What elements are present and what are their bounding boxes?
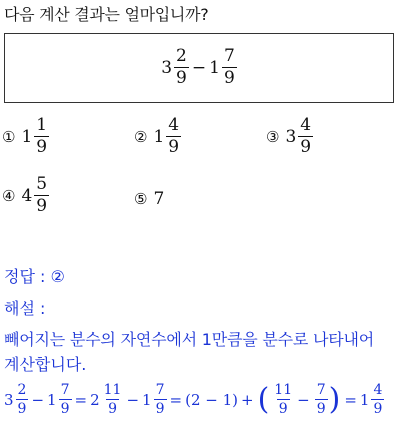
sol-whole: 2 [90,390,100,409]
choice-denominator: 9 [300,137,312,157]
sol-numerator: 7 [60,382,70,398]
sol-left-paren: ( [257,381,270,417]
sol-whole: 1 [47,390,57,409]
whole-a: 3 [161,57,173,78]
sol-fraction [102,383,124,416]
sol-denominator: 9 [60,401,70,417]
choice-whole: 4 [21,185,33,206]
numerator-b: 7 [223,46,235,66]
sol-fraction [59,383,72,416]
sol-integer-group: (2 − 1) [185,390,238,409]
choice-marker: ② [134,127,148,146]
sol-whole: 3 [4,390,14,409]
sol-equals: = [344,390,357,409]
whole-b: 1 [209,57,220,78]
choice-3[interactable] [266,117,313,156]
sol-whole: 1 [359,390,370,409]
sol-denominator: 9 [17,401,27,417]
sol-numerator: 7 [155,382,165,398]
explanation-line-1: 빼어지는 분수의 자연수에서 1만큼을 분수로 나타내어 [4,330,375,349]
answer-label: 정답 : ② [4,267,65,286]
sol-denominator: 9 [155,401,165,417]
sol-denominator: 9 [316,401,326,417]
choice-numerator: 4 [168,115,180,135]
sol-fraction [154,383,167,416]
numerator-a: 2 [176,46,187,66]
choice-whole: 7 [153,189,165,209]
sol-denominator: 9 [278,401,288,417]
choice-marker: ③ [266,127,280,146]
choice-4[interactable] [2,176,49,215]
choice-denominator: 9 [168,137,180,157]
sol-fraction [315,383,328,416]
sol-numerator: 11 [274,382,293,398]
sol-numerator: 11 [103,382,122,398]
expression-box [4,33,394,103]
sol-fraction [371,383,384,416]
choice-marker: ① [2,127,16,146]
minus-operator: − [191,57,207,78]
choice-1[interactable] [2,117,49,156]
sol-denominator: 9 [373,401,383,417]
explanation-line-2: 계산합니다. [4,355,87,374]
sol-minus: − [31,390,45,409]
sol-numerator: 7 [316,382,326,398]
sol-plus: + [241,390,254,409]
choice-whole: 3 [285,126,297,147]
solution-equation [4,383,384,416]
mixed-number-b [209,48,237,87]
choice-whole: 1 [153,126,165,147]
sol-right-paren: ) [328,381,341,417]
choice-denominator: 9 [36,137,48,157]
sol-minus: − [297,390,310,409]
choice-fraction [166,117,181,156]
denominator-b: 9 [223,68,235,88]
choice-numerator: 5 [36,174,48,194]
question-text: 다음 계산 결과는 얼마입니까? [4,5,209,24]
choice-2[interactable] [134,117,181,156]
sol-numerator: 4 [373,382,383,398]
choice-marker: ⑤ [134,190,148,208]
sol-denominator: 9 [108,401,118,417]
mixed-number-a [161,48,189,87]
choice-fraction [34,176,49,215]
sol-numerator: 2 [17,382,27,398]
fraction-a [174,48,189,87]
choice-numerator: 1 [36,115,48,135]
choice-marker: ④ [2,186,16,205]
sol-fraction [272,383,294,416]
sol-fraction [16,383,29,416]
expression [5,48,393,87]
choice-fraction [298,117,313,156]
choice-5[interactable] [134,189,164,209]
explanation-label: 해설 : [4,299,46,318]
sol-equals: = [74,390,88,409]
choice-whole: 1 [21,126,33,147]
fraction-b [222,48,237,87]
choice-fraction [34,117,49,156]
sol-minus: − [126,390,140,409]
sol-whole: 1 [142,390,152,409]
choice-denominator: 9 [36,196,48,216]
denominator-a: 9 [176,68,187,88]
sol-equals: = [169,390,183,409]
choice-numerator: 4 [300,115,312,135]
